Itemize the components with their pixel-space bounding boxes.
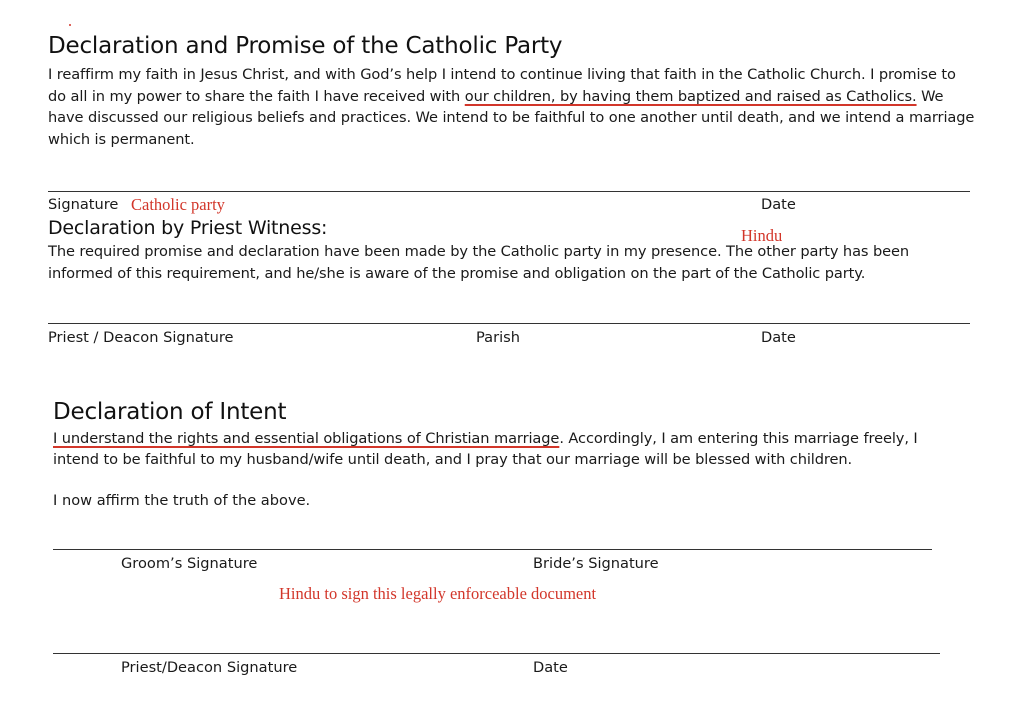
section1-paragraph	[48, 64, 978, 151]
section2-paragraph: The required promise and declaration have been made by the Catholic party in my presence. The other party has been informed of this requirement, and he/she is aware of the promise and obligation on the part of the Catholic party.	[48, 243, 910, 282]
parish-label: Parish	[476, 329, 520, 346]
date-label-1: Date	[761, 196, 796, 213]
section3-highlight: I understand the rights and essential obligations of Christian marriage	[53, 430, 560, 447]
signature-line-3	[53, 549, 932, 550]
section3-title: Declaration of Intent	[53, 399, 287, 425]
signature-label: Signature	[48, 196, 119, 213]
section1-text-a: I reaffirm my faith in Jesus Christ, and with God’s help I intend to continue living that faith in the Catholic Church. I promise to do all in my power to share the faith I have received with	[48, 66, 956, 105]
section1-highlight: our children, by having them baptized and raised as Catholics.	[464, 87, 917, 105]
signature-line-1	[48, 191, 970, 192]
section1-title: Declaration and Promise of the Catholic Party	[48, 33, 563, 59]
annotation-catholic-party: Catholic party	[131, 195, 225, 214]
annotation-hindu-sign: Hindu to sign this legally enforceable document	[279, 584, 597, 603]
section3-paragraph	[53, 428, 953, 470]
date-label-3: Date	[533, 659, 568, 676]
section3-text: . Accordingly, I am entering this marriage freely, I intend to be faithful to my husband/wife until death, and I pray that our marriage will be blessed with children.	[53, 430, 918, 468]
priest-deacon-label: Priest / Deacon Signature	[48, 329, 234, 346]
priest-deacon-signature-label: Priest/Deacon Signature	[121, 659, 298, 676]
date-label-2: Date	[761, 329, 796, 346]
section2-title: Declaration by Priest Witness:	[48, 217, 328, 239]
ink-dot	[69, 24, 71, 26]
signature-line-4	[53, 653, 940, 654]
annotation-hindu: Hindu	[741, 226, 783, 245]
bride-signature-label: Bride’s Signature	[533, 555, 659, 572]
groom-signature-label: Groom’s Signature	[121, 555, 258, 572]
affirm-text: I now affirm the truth of the above.	[53, 492, 311, 509]
signature-line-2	[48, 323, 970, 324]
section1-text-b: We have discussed our religious beliefs and practices. We intend to be faithful to one another until death, and we intend a marriage which is permanent.	[48, 87, 975, 149]
